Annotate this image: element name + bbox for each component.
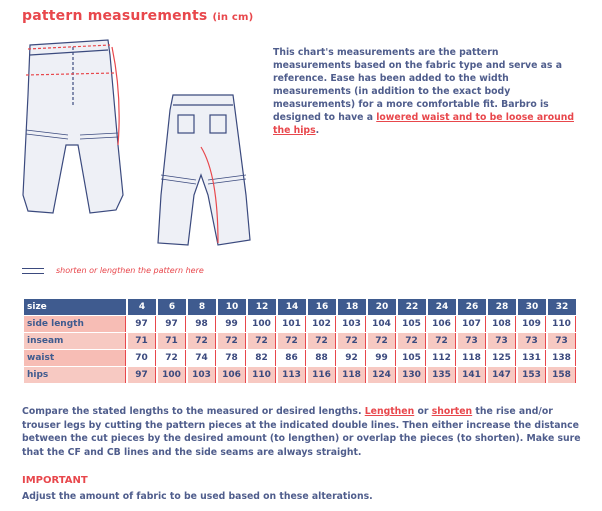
size-column-header: 28 xyxy=(488,299,516,315)
table-cell: 135 xyxy=(428,367,456,383)
table-cell: 72 xyxy=(428,333,456,349)
table-cell: 72 xyxy=(278,333,306,349)
table-cell: 102 xyxy=(308,316,336,332)
table-cell: 73 xyxy=(488,333,516,349)
table-cell: 100 xyxy=(248,316,276,332)
size-header: size xyxy=(24,299,126,315)
pants-illustration xyxy=(18,35,268,260)
table-cell: 73 xyxy=(548,333,576,349)
table-cell: 72 xyxy=(188,333,216,349)
table-cell: 72 xyxy=(398,333,426,349)
table-cell: 88 xyxy=(308,350,336,366)
table-cell: 72 xyxy=(308,333,336,349)
table-cell: 118 xyxy=(458,350,486,366)
table-row xyxy=(24,367,576,383)
size-column-header: 32 xyxy=(548,299,576,315)
table-cell: 131 xyxy=(518,350,546,366)
size-column-header: 18 xyxy=(338,299,366,315)
table-cell: 73 xyxy=(518,333,546,349)
table-cell: 70 xyxy=(128,350,156,366)
table-cell: 116 xyxy=(308,367,336,383)
table-cell: 113 xyxy=(278,367,306,383)
front-pants-icon xyxy=(23,40,123,213)
table-cell: 141 xyxy=(458,367,486,383)
legend xyxy=(22,266,204,275)
table-cell: 92 xyxy=(338,350,366,366)
table-cell: 138 xyxy=(548,350,576,366)
table-cell: 72 xyxy=(158,350,186,366)
body-text: Compare the stated lengths to the measured or desired lengths. xyxy=(22,406,365,417)
table-cell: 100 xyxy=(158,367,186,383)
table-cell: 110 xyxy=(548,316,576,332)
table-cell: 106 xyxy=(218,367,246,383)
size-column-header: 16 xyxy=(308,299,336,315)
table-cell: 99 xyxy=(218,316,246,332)
loose-fit-link[interactable]: lowered waist and to be loose around the hips xyxy=(273,112,574,136)
table-cell: 112 xyxy=(428,350,456,366)
table-cell: 74 xyxy=(188,350,216,366)
adjust-note: Adjust the amount of fabric to be used based on these alterations. xyxy=(22,491,373,502)
size-column-header: 6 xyxy=(158,299,186,315)
size-column-header: 26 xyxy=(458,299,486,315)
title-unit: (in cm) xyxy=(212,12,254,23)
table-cell: 107 xyxy=(458,316,486,332)
table-cell: 71 xyxy=(128,333,156,349)
body-text: the rise and/or trouser legs by cutting the pattern pieces at the indicated double lines. Then either increase the distance between the cut pieces by the desired amount (to lengthen) or overlap the pieces (to shorten). Make sure that the CF and CB lines and the side seams are always straight. xyxy=(22,406,581,458)
row-label: hips xyxy=(24,367,126,383)
table-cell: 97 xyxy=(158,316,186,332)
page-title xyxy=(22,8,253,24)
size-column-header: 8 xyxy=(188,299,216,315)
table-cell: 99 xyxy=(368,350,396,366)
intro-paragraph xyxy=(273,46,575,137)
table-row xyxy=(24,333,576,349)
table-cell: 104 xyxy=(368,316,396,332)
row-label: side length xyxy=(24,316,126,332)
table-cell: 153 xyxy=(518,367,546,383)
table-cell: 103 xyxy=(338,316,366,332)
size-column-header: 20 xyxy=(368,299,396,315)
table-cell: 86 xyxy=(278,350,306,366)
table-cell: 125 xyxy=(488,350,516,366)
size-column-header: 22 xyxy=(398,299,426,315)
table-cell: 78 xyxy=(218,350,246,366)
table-cell: 124 xyxy=(368,367,396,383)
table-cell: 97 xyxy=(128,367,156,383)
table-cell: 106 xyxy=(428,316,456,332)
size-column-header: 30 xyxy=(518,299,546,315)
table-cell: 98 xyxy=(188,316,216,332)
table-cell: 147 xyxy=(488,367,516,383)
row-label: inseam xyxy=(24,333,126,349)
table-cell: 158 xyxy=(548,367,576,383)
table-cell: 72 xyxy=(248,333,276,349)
size-column-header: 4 xyxy=(128,299,156,315)
important-heading: IMPORTANT xyxy=(22,475,88,486)
table-cell: 103 xyxy=(188,367,216,383)
size-column-header: 14 xyxy=(278,299,306,315)
intro-text: This chart's measurements are the pattern measurements based on the fabric type and serve as a reference. Ease has been added to the width measurements (in addition to the exact body measurements) for a more comfortable fit. Barbro is designed to have a xyxy=(273,47,562,123)
back-pants-icon xyxy=(158,95,250,245)
table-cell: 72 xyxy=(218,333,246,349)
table-cell: 82 xyxy=(248,350,276,366)
size-table xyxy=(22,298,578,384)
table-cell: 110 xyxy=(248,367,276,383)
intro-end: . xyxy=(315,125,320,136)
body-text: or xyxy=(414,406,432,417)
legend-text: shorten or lengthen the pattern here xyxy=(56,266,204,275)
table-cell: 101 xyxy=(278,316,306,332)
size-column-header: 10 xyxy=(218,299,246,315)
double-line-icon xyxy=(22,268,44,274)
lengthen-link[interactable]: Lengthen xyxy=(364,406,415,417)
table-cell: 108 xyxy=(488,316,516,332)
alteration-paragraph xyxy=(22,405,582,459)
table-cell: 118 xyxy=(338,367,366,383)
table-cell: 71 xyxy=(158,333,186,349)
table-row xyxy=(24,316,576,332)
shorten-link[interactable]: shorten xyxy=(431,406,473,417)
table-cell: 73 xyxy=(458,333,486,349)
size-column-header: 24 xyxy=(428,299,456,315)
size-column-header: 12 xyxy=(248,299,276,315)
title-text: pattern measurements xyxy=(22,8,208,24)
row-label: waist xyxy=(24,350,126,366)
table-cell: 105 xyxy=(398,350,426,366)
table-cell: 130 xyxy=(398,367,426,383)
table-cell: 97 xyxy=(128,316,156,332)
table-cell: 72 xyxy=(368,333,396,349)
table-cell: 109 xyxy=(518,316,546,332)
table-row xyxy=(24,350,576,366)
table-cell: 105 xyxy=(398,316,426,332)
table-cell: 72 xyxy=(338,333,366,349)
